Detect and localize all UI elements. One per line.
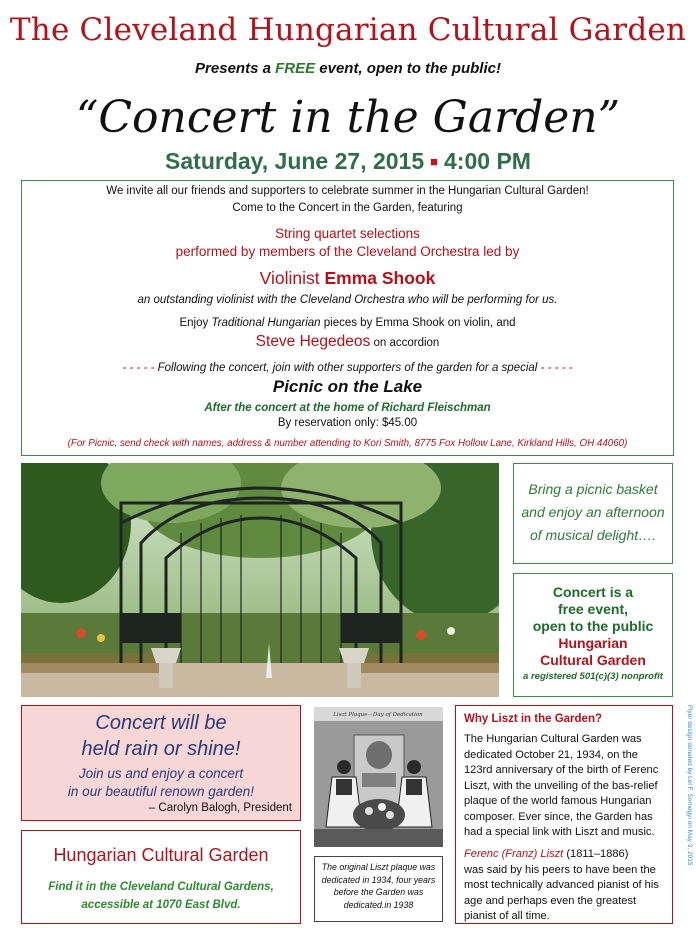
rain-line-3: Join us and enjoy a concert (78, 766, 244, 781)
event-time: 4:00 PM (444, 148, 531, 174)
enjoy-italic: Traditional Hungarian (211, 317, 321, 329)
plaque-caption: The original Liszt plaque was dedicated in 1934, four years before the Garden was dedicated.in 1938 (314, 856, 443, 922)
bullet-separator: ■ (430, 154, 439, 169)
event-org-title: The Cleveland Hungarian Cultural Garden (9, 12, 687, 48)
nonprofit-status: a registered 501(c)(3) nonprofit (523, 671, 663, 682)
garden-name: Hungarian Cultural Garden (53, 845, 269, 865)
enjoy-suffix: pieces by Emma Shook on violin, and (320, 317, 516, 329)
garden-location-line-2: accessible at 1070 East Blvd. (81, 899, 241, 911)
violinist-name: Emma Shook (324, 268, 436, 288)
flyer-credit-text: Flyer design donated by Lel F. Somogyi on May 3, 2015 (686, 705, 693, 866)
presents-suffix: event, open to the public! (315, 60, 501, 77)
liszt-bio (464, 847, 668, 925)
dashes-left: - - - - - (122, 362, 155, 374)
bring-line-1: Bring a picnic basket (528, 481, 658, 497)
invitation-box (21, 180, 674, 456)
bring-line-2: and enjoy an afternoon (521, 504, 665, 520)
free-line-3: open to the public (532, 618, 654, 634)
accordion-line (22, 333, 673, 351)
free-line-5: Cultural Garden (540, 652, 646, 668)
presents-prefix: Presents a (195, 60, 276, 77)
liszt-name: Ferenc (Franz) Liszt (464, 848, 564, 860)
invite-line-1: We invite all our friends and supporters to celebrate summer in the Hungarian Cultural Garden! (106, 185, 589, 197)
garden-location-box (21, 830, 301, 924)
flyer-credit (683, 705, 693, 924)
rain-line-4: in our beautiful renown garden! (67, 784, 255, 799)
accordion-name: Steve Hegedeos (255, 333, 371, 350)
free-word: FREE (275, 60, 316, 77)
violinist-description: an outstanding violinist with the Cleveland Orchestra who will be performing for us. (137, 294, 558, 306)
liszt-history-text: The Hungarian Cultural Garden was dedicated October 21, 1934, on the 123rd anniversary of the birth of Ferenc Liszt, with the unveiling of the bas-relief plaque of the world famous Hungarian composer. Ever since, the Garden has had a special link with Liszt and music. (464, 733, 659, 838)
liszt-plaque-photo (314, 707, 443, 847)
presents-line (0, 60, 696, 77)
president-signature: – Carolyn Balogh, President (148, 802, 292, 814)
accordion-suffix: on accordion (370, 337, 440, 349)
enjoy-prefix: Enjoy (179, 317, 212, 329)
rain-line-1: Concert will be (95, 712, 227, 734)
following-text: Following the concert, join with other supporters of the garden for a special (154, 362, 541, 374)
reservation-price: By reservation only: $45.00 (277, 417, 418, 429)
bring-line-3: of musical delight…. (529, 527, 657, 543)
concert-title: “Concert in the Garden” (75, 92, 621, 143)
free-event-box (513, 573, 673, 697)
free-line-4: Hungarian (558, 635, 628, 651)
violinist-label: Violinist (259, 268, 325, 288)
free-line-1: Concert is a (552, 584, 634, 600)
date-time-line (0, 148, 696, 175)
picnic-basket-note (513, 463, 673, 564)
liszt-dates: (1811–1886) (563, 848, 629, 860)
rain-line-2: held rain or shine! (81, 738, 241, 760)
rain-or-shine-box (21, 705, 301, 821)
picnic-location: After the concert at the home of Richard Fleischman (204, 402, 491, 414)
liszt-heading: Why Liszt in the Garden? (464, 713, 603, 725)
enjoy-line (22, 317, 673, 329)
garden-location-line-1: Find it in the Cleveland Cultural Gardens, (48, 881, 274, 893)
liszt-info-box (455, 705, 673, 924)
violinist-line (22, 268, 673, 289)
string-quartet-line-1: String quartet selections (275, 226, 420, 241)
dashes-right: - - - - - (540, 362, 573, 374)
garden-gate-photo (21, 463, 499, 697)
following-line (22, 362, 673, 374)
event-date: Saturday, June 27, 2015 (165, 148, 425, 174)
picnic-instructions: (For Picnic, send check with names, address & number attending to Kori Smith, 8775 Fox Hollow Lane, Kirkland Hills, OH 44060) (67, 438, 628, 449)
garden-gate-illustration (21, 463, 499, 697)
free-line-2: free event, (557, 601, 629, 617)
invite-line-2: Come to the Concert in the Garden, featuring (232, 202, 463, 214)
picnic-title: Picnic on the Lake (272, 377, 423, 396)
plaque-dedication-illustration (314, 707, 443, 847)
photo-caption-top: Liszt Plaque—Day of Dedication (333, 712, 423, 718)
string-quartet-line-2: performed by members of the Cleveland Orchestra led by (175, 244, 520, 259)
liszt-bio-text: was said by his peers to have been the most technically advanced pianist of his age and perhaps even the greatest pianist of all time. (464, 863, 659, 922)
